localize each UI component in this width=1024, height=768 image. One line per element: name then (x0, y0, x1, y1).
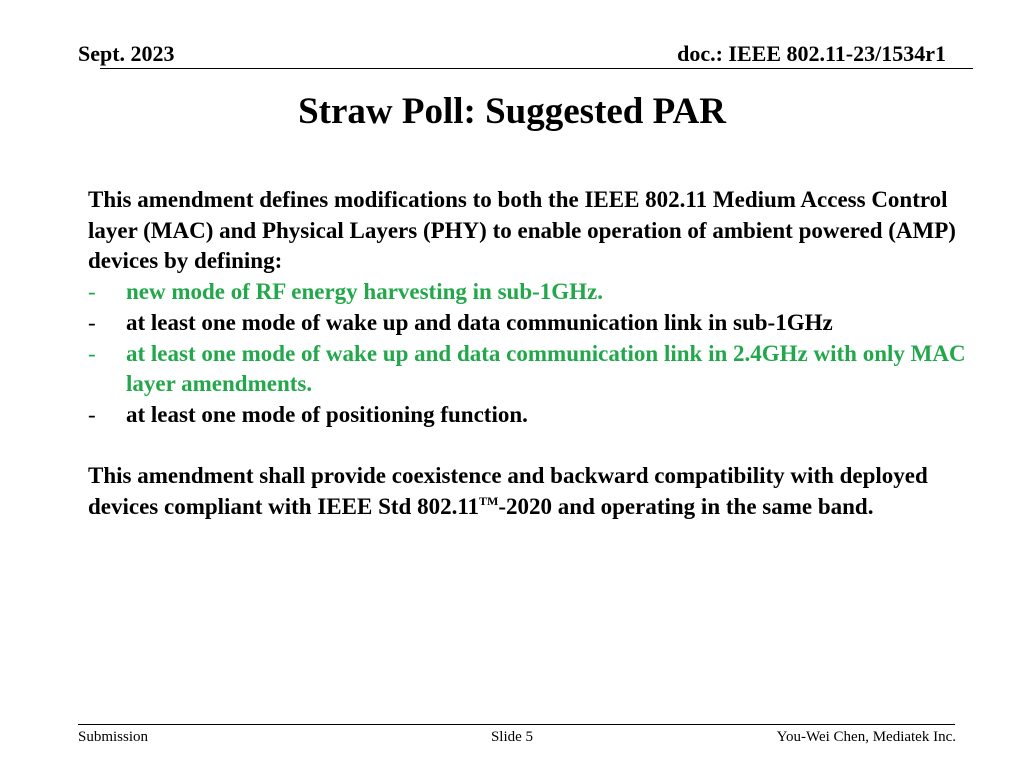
bullet-dash: - (88, 279, 96, 305)
bullet-text: at least one mode of positioning function. (126, 401, 528, 427)
bullet-dash: - (88, 340, 96, 366)
footer-divider (78, 724, 955, 725)
bullet-dash: - (88, 401, 96, 427)
footer-submission: Submission (78, 729, 149, 745)
header-doc-id: doc.: IEEE 802.11-23/1534r1 (677, 41, 946, 66)
bullet-item (88, 308, 968, 339)
bullet-text: new mode of RF energy harvesting in sub-1GHz. (126, 279, 604, 305)
closing-text-end: -2020 and operating in the same band. (498, 494, 874, 520)
slide-body (88, 185, 968, 523)
trademark-mark: TM (479, 494, 499, 509)
bullet-item (88, 400, 968, 431)
bullet-text: at least one mode of wake up and data communication link in 2.4GHz with only MAC layer amendments. (126, 340, 966, 397)
slide-title: Straw Poll: Suggested PAR (298, 91, 726, 132)
bullet-dash: - (88, 309, 96, 335)
closing-paragraph (88, 461, 968, 522)
paragraph-spacer (88, 431, 968, 462)
intro-paragraph: This amendment defines modifications to both the IEEE 802.11 Medium Access Control layer (MAC) and Physical Layers (PHY) to enable operation of ambient powered (AMP) devices by defining: (88, 187, 956, 274)
footer-author: You-Wei Chen, Mediatek Inc. (776, 729, 956, 745)
footer-slide-number: Slide 5 (490, 729, 534, 745)
header-date: Sept. 2023 (78, 41, 175, 66)
bullet-item (88, 339, 968, 400)
bullet-item (88, 277, 968, 308)
bullet-text: at least one mode of wake up and data communication link in sub-1GHz (126, 309, 833, 335)
header-divider (100, 68, 973, 69)
closing-text-start: This amendment shall provide coexistence and backward compatibility with deployed devices compliant with IEEE Std 802.11 (88, 463, 928, 520)
